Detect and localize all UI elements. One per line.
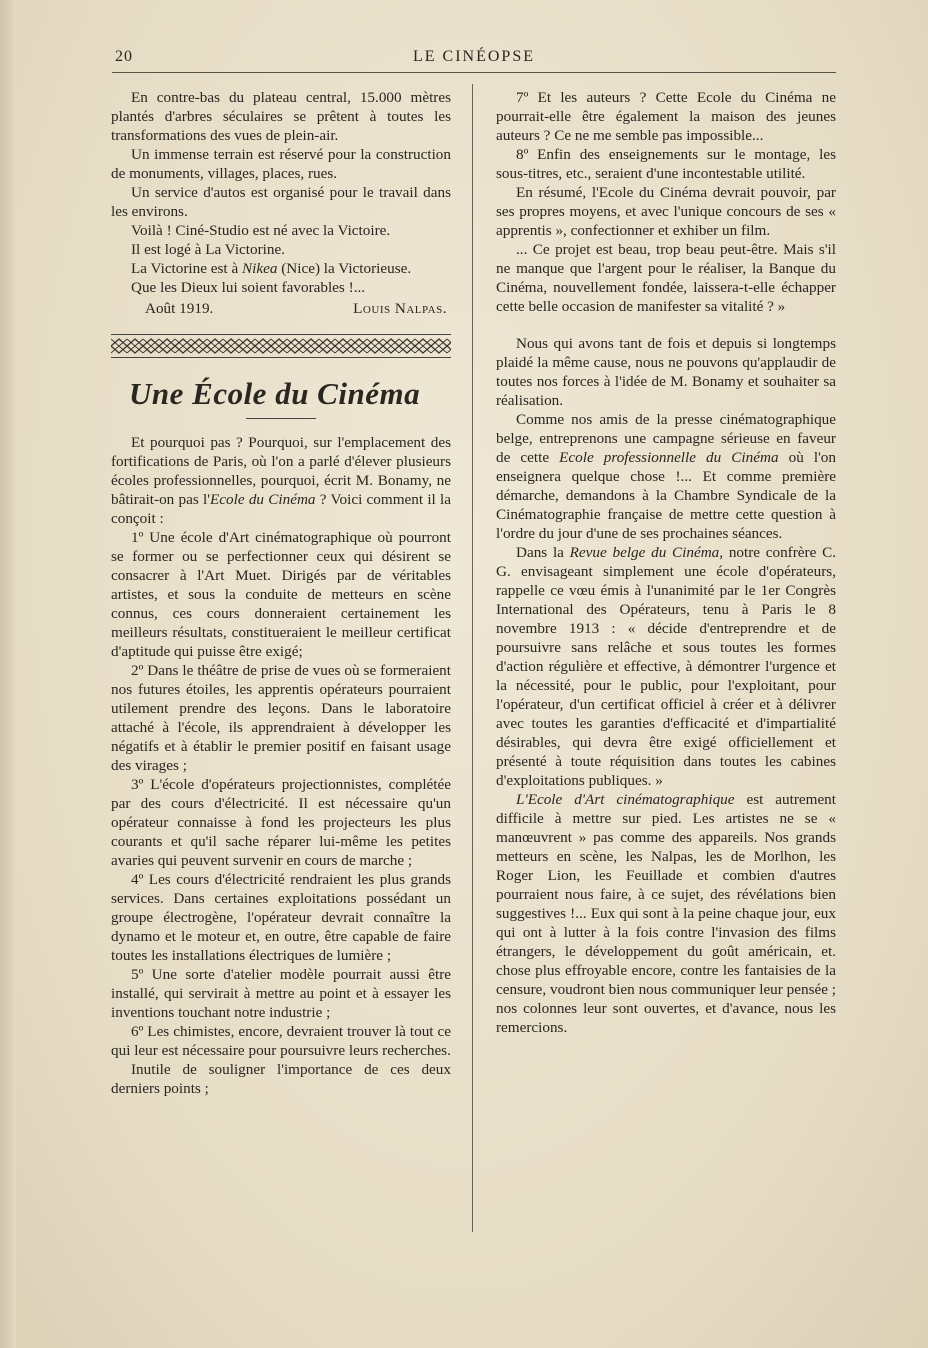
list-item: 8º Enfin des enseignements sur le montage, les sous-titres, etc., seraient d'une incontestable utilité. <box>496 146 836 182</box>
list-item: 7º Et les auteurs ? Cette Ecole du Cinéma ne pourrait-elle être également la maison des jeunes auteurs ? Ce ne me semble pas impossible... <box>496 89 836 144</box>
left-column <box>111 88 451 1098</box>
paragraph: L'Ecole d'Art cinématographique est autrement difficile à mettre sur pied. Les artistes ne se « manœuvrent » pas comme des appareils. Nos grands metteurs en scène, les Nalpas, les de Morlhon, les Roger Lion, les Feuillade et combien d'autres pourraient nous faire, à ce sujet, des révélations bien suggestives !... Eux qui sont à la peine chaque jour, eux qui ont à lutter à la fois contre l'invasion des films étrangers, le développement du goût américain, et. chose plus effroyable encore, contre les fantaisies de la censure, voudront bien nous communiquer leur pensée ; nos colonnes leur sont ouvertes, et d'avance, nous les remercions. <box>496 791 836 1036</box>
paragraph: Nous qui avons tant de fois et depuis si longtemps plaidé la même cause, nous ne pouvons qu'applaudir de toutes nos forces à l'idée de M. Bonamy et souhaiter sa réalisation. <box>496 335 836 409</box>
paragraph: Que les Dieux lui soient favorables !... <box>131 279 366 296</box>
paragraph: La Victorine est à Nikea (Nice) la Victorieuse. <box>131 260 412 277</box>
paragraph: Voilà ! Ciné-Studio est né avec la Victoire. <box>131 222 391 239</box>
paragraph: Comme nos amis de la presse cinématographique belge, entreprenons une campagne sérieuse en faveur de cette Ecole professionnelle du Cinéma où l'on enseignera quelque chose !... Et comme première démarche, demandons à la Chambre Syndicale de la Cinématographie française de mettre cette question à l'ordre du jour d'une de ses prochaines séances. <box>496 411 836 542</box>
signature-author: Louis Nalpas. <box>353 300 447 317</box>
list-item: 3º L'école d'opérateurs projectionnistes, complétée par des cours d'électricité. Il est nécessaire qu'un opérateur connaisse à fond les projecteurs les plus courants et qu'il sache réparer lui-même les petites avaries qui peuvent survenir en cours de marche ; <box>111 776 451 869</box>
title-underline <box>246 418 316 419</box>
paragraph: Dans la Revue belge du Cinéma, notre confrère C. G. envisageant simplement une école d'opérateurs, rappelle ce vœu émis à l'unanimité par le 1er Congrès International des Opérateurs, tenu à Paris le 8 novembre 1913 : « décide d'entreprendre et de poursuivre sans relâche et sous toutes les formes d'action régulière et effective, à démontrer l'urgence et la nécessité, pour le public, pour l'exploitant, pour l'opérateur, d'un certificat officiel à créer et à délivrer avec toutes les garanties d'efficacité et d'impartialité désirables, qui devra être exigé officiellement et présenté à toute réquisition dans toutes les cabines d'exploitations publiques. » <box>496 544 836 789</box>
article-title: Une École du Cinéma <box>129 376 421 411</box>
paragraph: Un service d'autos est organisé pour le travail dans les environs. <box>111 184 451 220</box>
page-number: 20 <box>115 48 133 65</box>
right-column <box>496 88 836 1037</box>
column-divider <box>472 84 473 1232</box>
list-item: 2º Dans le théâtre de prise de vues où se formeraient nos futures étoiles, les apprentis opérateurs pourraient utilement prendre des leçons. Dans le laboratoire attaché à l'école, ils apprendraient à développer les négatifs et à établir le premier positif en faisant usage des virages ; <box>111 662 451 774</box>
paragraph: ... Ce projet est beau, trop beau peut-être. Mais s'il ne manque que l'argent pour le réaliser, la Banque du Cinéma, nouvellement fondée, laissera-t-elle échapper cette belle occasion de manifester sa vitalité ? » <box>496 241 836 315</box>
paragraph: En contre-bas du plateau central, 15.000 mètres plantés d'arbres séculaires se prêtent à toutes les transformations des vues de plein-air. <box>111 89 451 144</box>
page-edge <box>0 0 16 1348</box>
ornament-pattern <box>111 338 451 354</box>
paragraph: Inutile de souligner l'importance de ces deux derniers points ; <box>111 1061 451 1097</box>
ornamental-divider <box>111 334 451 358</box>
list-item: 6º Les chimistes, encore, devraient trouver là tout ce qui leur est nécessaire pour poursuivre leurs recherches. <box>111 1023 451 1059</box>
paragraph: Un immense terrain est réservé pour la construction de monuments, villages, places, rues. <box>111 146 451 182</box>
list-item: 4º Les cours d'électricité rendraient les plus grands services. Dans certaines exploitations possédant un groupe électrogène, l'opérateur devrait connaître la dynamo et le moteur et, en outre, être capable de faire toutes les installations électriques de lumière ; <box>111 871 451 964</box>
paragraph: Et pourquoi pas ? Pourquoi, sur l'emplacement des fortifications de Paris, où l'on a parlé d'élever plusieurs écoles professionnelles, pourquoi, écrit M. Bonamy, ne bâtirait-on pas l'Ecole du Cinéma ? Voici comment il la conçoit : <box>111 434 451 527</box>
paragraph: En résumé, l'Ecole du Cinéma devrait pouvoir, par ses propres moyens, et avec l'unique concours de ses « apprentis », confectionner et exhiber un film. <box>496 184 836 239</box>
signature-date: Août 1919. <box>145 300 214 317</box>
running-header <box>112 46 836 73</box>
signature-line <box>111 299 451 318</box>
paragraph: Il est logé à La Victorine. <box>131 241 286 258</box>
list-item: 1º Une école d'Art cinématographique où pourront se former ou se perfectionner ceux qui désirent se consacrer à l'Art Muet. Dirigés par de véritables artistes, et sous la conduite de metteurs en scène connus, ces cours donneraient certainement les meilleurs résultats, constitueraient le meilleur certificat d'aptitude qui puisse être exigé; <box>111 529 451 660</box>
publication-title: LE CINÉOPSE <box>413 48 535 65</box>
list-item: 5º Une sorte d'atelier modèle pourrait aussi être installé, qui servirait à mettre au point et à essayer les inventions touchant notre industrie ; <box>111 966 451 1021</box>
